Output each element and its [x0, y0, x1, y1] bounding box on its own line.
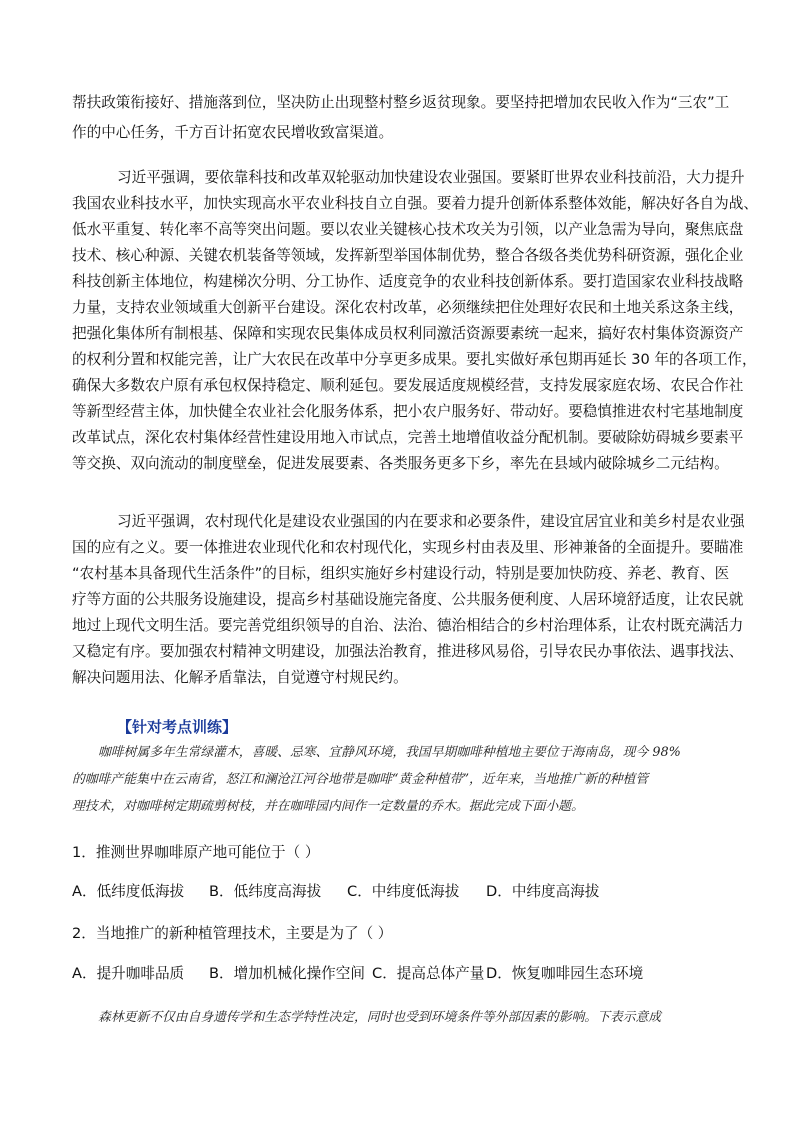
option-c: C．提高总体产量 — [372, 965, 485, 982]
paragraph-line: 又稳定有序。要加强农村精神文明建设，加强法治教育，推进移风易俗，引导农民办事依法、遇事找法、 — [72, 643, 744, 660]
paragraph-line: 帮扶政策衔接好、措施落到位，坚决防止出现整村整乡返贫现象。要坚持把增加农民收入作为“三农”工 — [72, 94, 730, 111]
option-b: B．增加机械化操作空间 — [209, 965, 365, 982]
paragraph-line: 低水平重复、转化率不高等突出问题。要以农业关键核心技术攻关为引领，以产业急需为导向，聚焦底盘 — [72, 221, 744, 238]
paragraph-line: “农村基本具备现代生活条件”的目标，组织实施好乡村建设行动，特别是要加快防疫、养老、教育、医 — [72, 565, 730, 582]
section-title: 【针对考点训练】 — [117, 718, 238, 736]
paragraph-line: 国的应有之义。要一体推进农业现代化和农村现代化，实现乡村由表及里、形神兼备的全面提升。要瞄准 — [72, 539, 744, 556]
option-c: C．中纬度低海拔 — [347, 883, 460, 900]
paragraph-line: 技术、核心种源、关键农机装备等领域，发挥新型举国体制优势，整合各级各类优势科研资源，强化企业 — [72, 247, 744, 264]
paragraph-line: 地过上现代文明生活。要完善党组织领导的自治、法治、德治相结合的乡村治理体系，让农村既充满活力 — [72, 617, 744, 634]
question-stem: 2．当地推广的新种植管理技术，主要是为了（ ） — [72, 925, 393, 942]
option-a: A．提升咖啡品质 — [72, 965, 185, 982]
paragraph-line: 等交换、双向流动的制度壁垒，促进发展要素、各类服务更多下乡，率先在县域内破除城乡二元结构。 — [72, 455, 729, 472]
option-a: A．低纬度低海拔 — [72, 883, 185, 900]
paragraph-line: 把强化集体所有制根基、保障和实现农民集体成员权利同激活资源要素统一起来，搞好农村集体资源资产 — [72, 325, 744, 342]
question-stem: 1．推测世界咖啡原产地可能位于（ ） — [72, 844, 320, 861]
paragraph-line: 我国农业科技水平，加快实现高水平农业科技自立自强。要着力提升创新体系整体效能，解决好各自为战、 — [72, 195, 758, 212]
passage-line: 理技术，对咖啡树定期疏剪树枝，并在咖啡园内间作一定数量的乔木。据此完成下面小题。 — [72, 799, 584, 814]
paragraph-line: 的权利分置和权能完善，让广大农民在改革中分享更多成果。要扎实做好承包期再延长 30 年的各项工作， — [72, 351, 757, 368]
passage-line: 的咖啡产能集中在云南省，怒江和澜沧江河谷地带是咖啡“黄金种植带”，近年来，当地推广新的种植管 — [72, 772, 649, 787]
paragraph-line: 改革试点，深化农村集体经营性建设用地入市试点，完善土地增值收益分配机制。要破除妨碍城乡要素平 — [72, 429, 744, 446]
paragraph-line: 习近平强调，农村现代化是建设农业强国的内在要求和必要条件，建设宜居宜业和美乡村是农业强 — [117, 513, 745, 530]
option-b: B．低纬度高海拔 — [209, 883, 322, 900]
passage-line: 森林更新不仅由自身遗传学和生态学特性决定，同时也受到环境条件等外部因素的影响。下表示意成 — [98, 1010, 662, 1025]
option-d: D．恢复咖啡园生态环境 — [486, 965, 644, 982]
paragraph-line: 疗等方面的公共服务设施建设，提高乡村基础设施完备度、公共服务便利度、人居环境舒适度，让农民就 — [72, 591, 744, 608]
passage-line: 咖啡树属多年生常绿灌木，喜暖、忌寒、宜静风环境，我国早期咖啡种植地主要位于海南岛，现今 98% — [98, 745, 681, 760]
paragraph-line: 作的中心任务，千方百计拓宽农民增收致富渠道。 — [72, 124, 394, 141]
paragraph-line: 解决问题用法、化解矛盾靠法，自觉遵守村规民约。 — [72, 669, 408, 686]
paragraph-line: 科技创新主体地位，构建梯次分明、分工协作、适度竞争的农业科技创新体系。要打造国家农业科技战略 — [72, 273, 744, 290]
paragraph-line: 习近平强调，要依靠科技和改革双轮驱动加快建设农业强国。要紧盯世界农业科技前沿，大力提升 — [117, 169, 745, 186]
paragraph-line: 确保大多数农户原有承包权保持稳定、顺利延包。要发展适度规模经营，支持发展家庭农场、农民合作社 — [72, 377, 744, 394]
option-d: D．中纬度高海拔 — [486, 883, 600, 900]
paragraph-line: 力量，支持农业领域重大创新平台建设。深化农村改革，必须继续把住处理好农民和土地关系这条主线， — [72, 299, 744, 316]
paragraph-line: 等新型经营主体，加快健全农业社会化服务体系，把小农户服务好、带动好。要稳慎推进农村宅基地制度 — [72, 403, 744, 420]
